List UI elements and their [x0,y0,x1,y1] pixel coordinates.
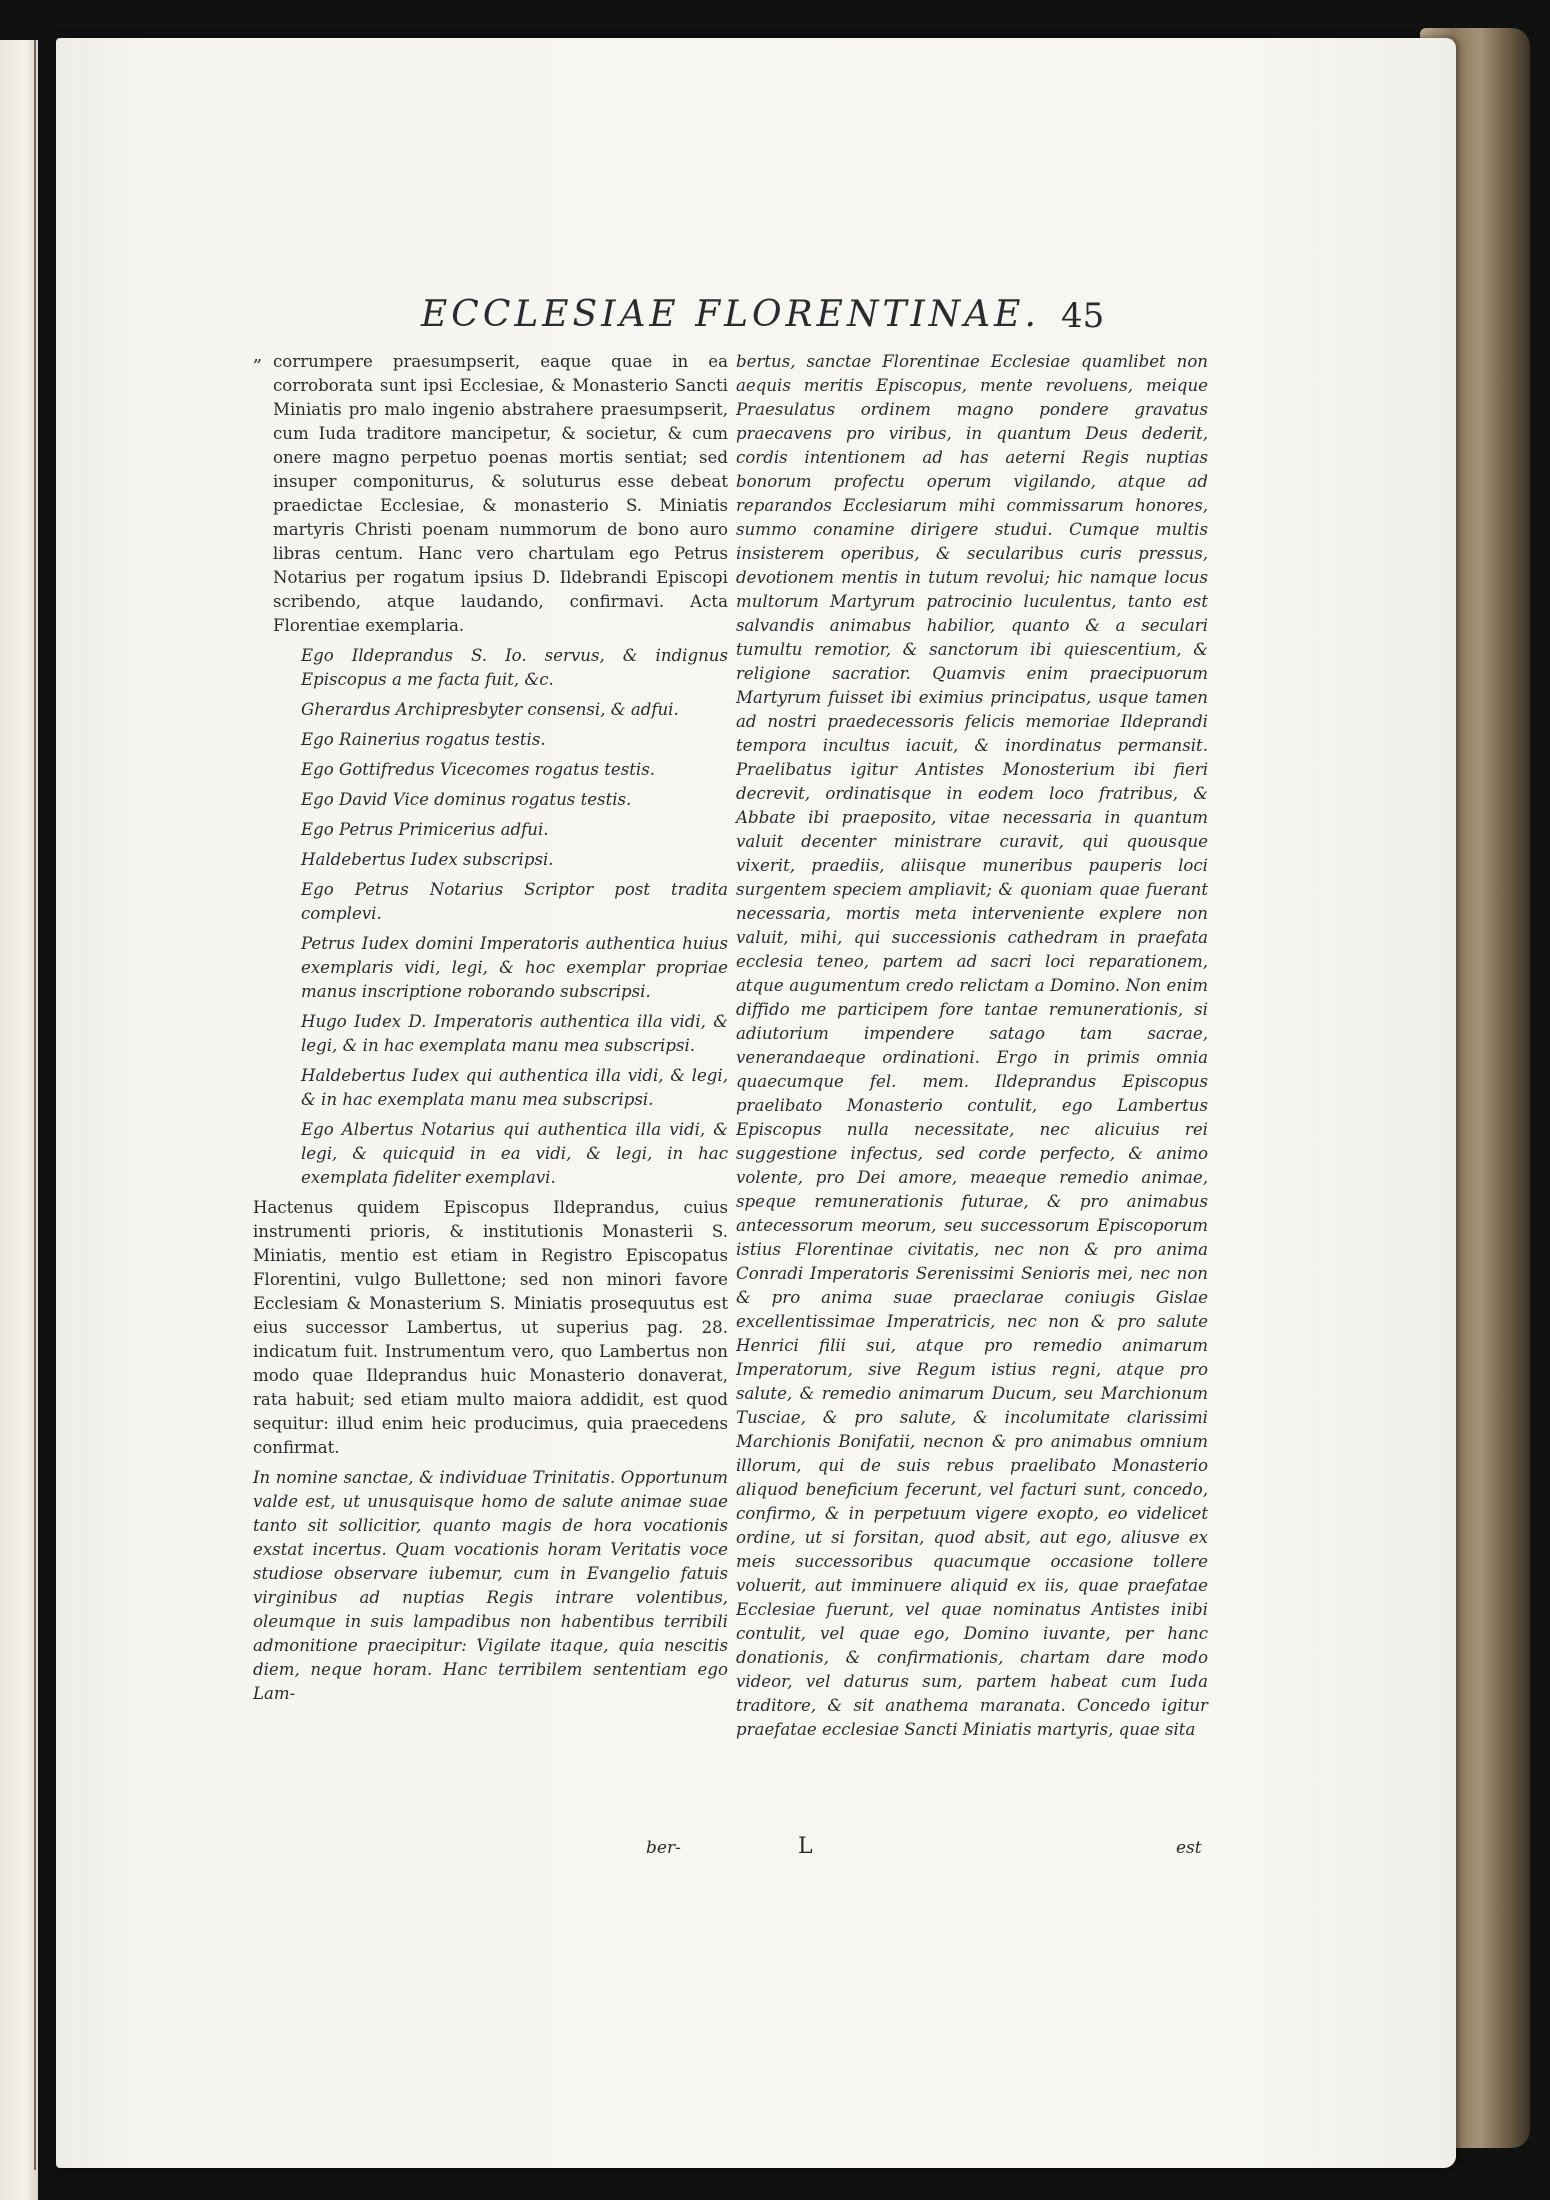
charter-continuation: bertus, sanctae Florentinae Ecclesiae quamlibet non aequis meritis Episcopus, mente revoluens, meique Praesulatus ordinem magno pondere gravatus praecavens pro viribus, in quantum Deus dederit, cordis intentionem ad has aeterni Regis nuptias bonorum profectu operum vigilando, atque ad reparandos Ecclesiarum mihi commissarum honores, summo conamine dirigere studui. Cumque multis insisterem operibus, & secularibus curis pressus, devotionem mentis in tutum revolui; hic namque locus multorum Martyrum patrocinio luculentus, tanto est salvandis animabus habilior, quanto & a seculari tumultu remotior, & sanctorum ibi quiescentium, & religione sacratior. Quamvis enim praecipuorum Martyrum fuisset ibi eximius principatus, usque tamen ad nostri praedecessoris felicis memoriae Ildeprandi tempora incultus iacuit, & inordinatus permansit. Praelibatus igitur Antistes Monosterium ibi fieri decrevit, ordinatisque in eodem loco fratribus, & Abbate ibi praeposito, vitae necessaria in quantum valuit decenter ministrare curavit, qui quousque vixerit, praediis, aliisque muneribus pauperis loci surgentem speciem ampliavit; & quoniam quae fuerant necessaria, mortis meta interveniente explere non valuit, mihi, qui successionis cathedram in praefata ecclesia teneo, partem ad sacri loci reparationem, atque augumentum credo relictam a Domino. Non enim diffido me participem fore tantae remunerationis, si adiutorium impendere satago tam sacrae, venerandaeque ordinationi. Ergo in primis omnia quaecumque fel. mem. Ildeprandus Episcopus praelibato Monasterio contulit, ego Lambertus Episcopus nulla necessitate, nec alicuius rei suggestione infectus, sed corde perfecto, & animo volente, pro Dei amore, meaeque remedio animae, speque remunerationis futurae, & pro animabus antecessorum meorum, seu successorum Episcoporum istius Florentinae civitatis, nec non & pro anima Conradi Imperatoris Serenissimi Senioris mei, nec non & pro anima suae praeclarae coniugis Gislae excellentissimae Imperatricis, nec non & pro salute Henrici filii sui, atque pro remedio animarum Imperatorum, sive Regum istius regni, atque pro salute, & remedio animarum Ducum, seu Marchionum Tusciae, & pro salute, & incolumitate clarissimi Marchionis Bonifatii, necnon & pro animabus omnium illorum, qui de suis rebus praelibato Monasterio aliquod beneficium fecerunt, vel facturi sunt, concedo, confirmo, & in perpetuum vigere exopto, eo videlicet ordine, ut si forsitan, quod absit, aut ego, aliusve ex meis successoribus quacumque occasione tollere voluerit, aut imminuere aliquid ex iis, quae praefatae Ecclesiae fuerunt, vel quae nominatus Antistes inibi contulit, vel quae ego, Domino iuvante, per hanc donationis, & confirmationis, chartam dare modo videor, vel daturus sum, partem habeat cum Iuda traditore, & sit anathema maranata. Concedo igitur praefatae ecclesiae Sancti Miniatis martyris, quae sita [736,352,1208,1739]
commentary-paragraph: Hactenus quidem Episcopus Ildeprandus, cuius instrumenti prioris, & institutionis Monasterii S. Miniatis, mentio est etiam in Registro Episcopatus Florentini, vulgo Bullettone; sed non minori favore Ecclesiam & Monasterium S. Miniatis prosequutus est eius successor Lambertus, ut superius pag. 28. indicatum fuit. Instrumentum vero, quo Lambertus non modo quae Ildeprandus huic Monasterio donaverat, rata habuit; sed etiam multo maiora addidit, est quod sequitur: illud enim heic producimus, quia praecedens confirmat. [253,1198,728,1457]
right-column [736,350,1208,1748]
signature-line: Petrus Iudex domini Imperatoris authentica huius exemplaris vidi, legi, & hoc exemplar propriae manus inscriptione roborando subscripsi. [301,934,728,1001]
signature-line: Haldebertus Iudex subscripsi. [301,850,554,869]
left-page-edge [0,40,38,2200]
signature-line: Ego Ildeprandus S. Io. servus, & indignus Episcopus a me facta fuit, &c. [301,646,728,689]
catchword-left: ber- [646,1838,681,1858]
signature-line: Ego Gottifredus Vicecomes rogatus testis. [301,760,655,779]
signature-line: Ego Petrus Notarius Scriptor post tradita complevi. [301,880,728,923]
signature-line: Ego David Vice dominus rogatus testis. [301,790,632,809]
signature-line: Gherardus Archipresbyter consensi, & adfui. [301,700,679,719]
signature-line: Ego Rainerius rogatus testis. [301,730,546,749]
signature-line: Hugo Iudex D. Imperatoris authentica illa vidi, & legi, & in hac exemplata manu mea subscripsi. [301,1012,728,1055]
running-title: ECCLESIAE FLORENTINAE. [421,294,1040,335]
charter-opening: In nomine sanctae, & individuae Trinitatis. Opportunum valde est, ut unusquisque homo de salute animae suae tanto sit sollicitior, quanto magis de hora vocationis exstat incertus. Quam vocationis horam Veritatis voce studiose observare iubemur, cum in Evangelio fatuis virginibus ad nuptias Regis intrare volentibus, oleumque in suis lampadibus non habentibus terribili admonitione praecipitur: Vigilate itaque, quia nescitis diem, neque horam. Hanc terribilem sententiam ego Lam- [253,1468,728,1703]
signature-line: Haldebertus Iudex qui authentica illa vidi, & legi, & in hac exemplata manu mea subscripsi. [301,1066,728,1109]
page-header [421,294,1121,344]
page-number: 45 [1061,296,1105,336]
catchword-right: est [1176,1838,1202,1858]
left-column [253,350,728,1712]
left-page-gutter [34,40,36,2170]
quoted-charter-text: „ corrumpere praesumpserit, eaque quae in ea corroborata sunt ipsi Ecclesiae, & Monasterio Sancti Miniatis pro malo ingenio abstrahere praesumpserit, cum Iuda traditore mancipetur, & societur, & cum onere magno perpetuo poenas mortis sentiat; sed insuper componiturus, & soluturus esse debeat praedictae Ecclesiae, & monasterio S. Miniatis martyris Christi poenam nummorum de bono auro libras centum. Hanc vero chartulam ego Petrus Notarius per rogatum ipsius D. Ildebrandi Episcopi scribendo, atque laudando, confirmavi. Acta Florentiae exemplaria. [253,350,728,638]
signature-mark: L [798,1834,813,1859]
signature-line: Ego Albertus Notarius qui authentica illa vidi, & legi, & quicquid in ea vidi, & legi, in hac exemplata fideliter exemplavi. [301,1120,728,1187]
book-page [56,38,1456,2168]
signature-line: Ego Petrus Primicerius adfui. [301,820,549,839]
signature-list [253,644,728,1190]
